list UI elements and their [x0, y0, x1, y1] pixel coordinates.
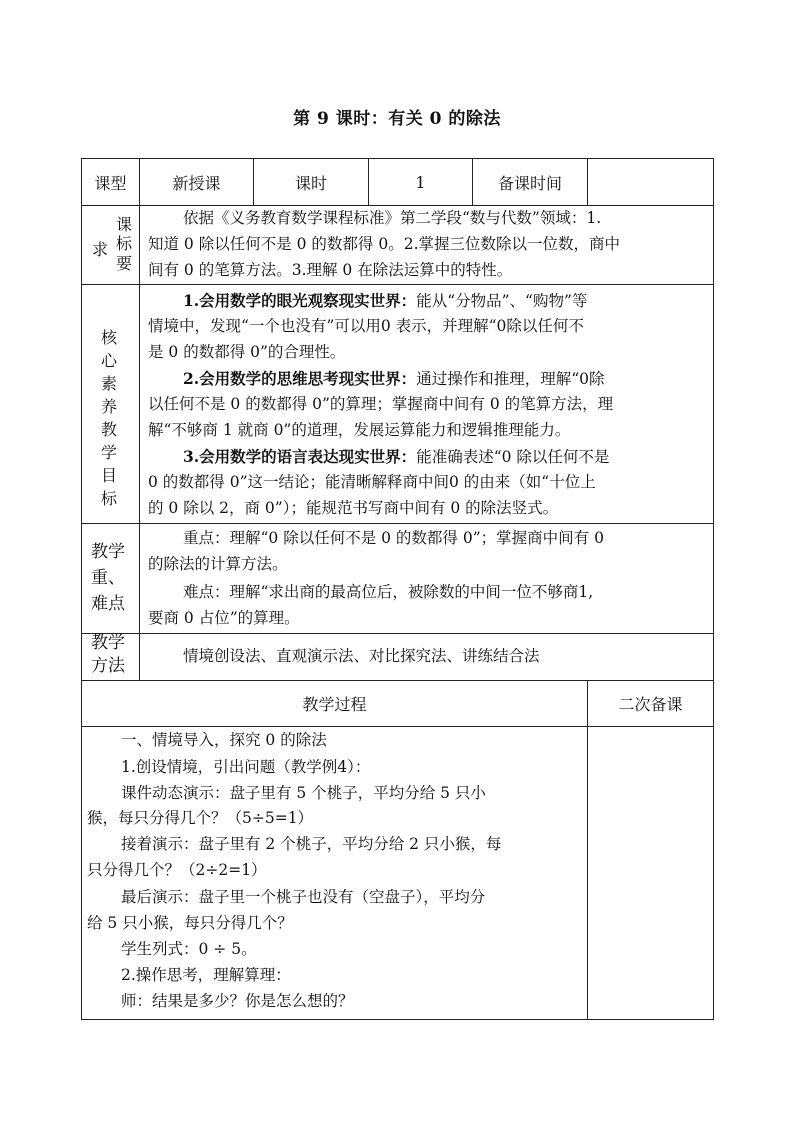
class-hours-label: 课时 [294, 173, 327, 193]
method-value: 情境创设法、直观演示法、对比探究法、讲练结合法 [183, 647, 540, 665]
process-header: 教学过程 [302, 695, 367, 714]
class-hours-value: 1 [415, 172, 426, 192]
lesson-type-label: 课型 [94, 173, 127, 193]
page-title: 第 9 课时：有关 0 的除法 [293, 109, 501, 129]
second-prep-header: 二次备课 [618, 695, 683, 714]
prep-time-label: 备课时间 [497, 173, 562, 193]
lesson-type-value: 新授课 [172, 173, 221, 193]
prep-time-value [588, 159, 713, 205]
